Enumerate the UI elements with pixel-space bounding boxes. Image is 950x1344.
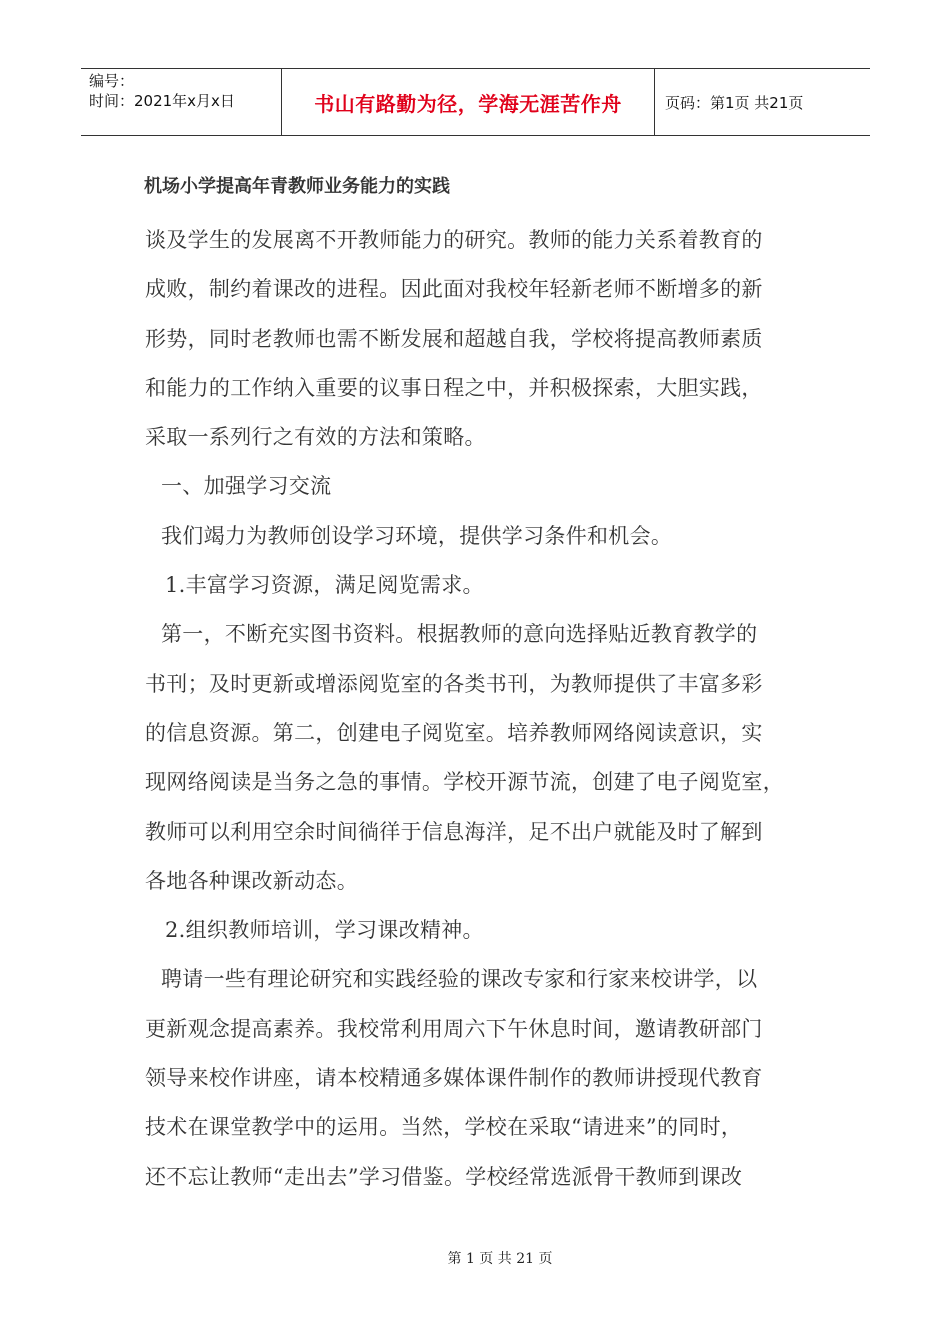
subsection-heading: 1.丰富学习资源，满足阅览需求。 [165, 573, 484, 598]
body-line: 的信息资源。第二，创建电子阅览室。培养教师网络阅读意识，实 [145, 720, 763, 745]
number-label: 编号： [89, 72, 135, 90]
header-motto-cell [282, 69, 655, 135]
time-label: 时间：2021年x月x日 [89, 92, 235, 110]
body-line: 还不忘让教师“走出去”学习借鉴。学校经常选派骨干教师到课改 [145, 1164, 743, 1189]
body-line: 教师可以利用空余时间徜徉于信息海洋，足不出户就能及时了解到 [145, 819, 763, 844]
body-line: 谈及学生的发展离不开教师能力的研究。教师的能力关系着教育的 [145, 228, 763, 252]
body-line: 形势，同时老教师也需不断发展和超越自我，学校将提高教师素质 [145, 326, 763, 351]
body-line: 采取一系列行之有效的方法和策略。 [145, 425, 486, 450]
body-line: 现网络阅读是当务之急的事情。学校开源节流，创建了电子阅览室， [145, 770, 784, 795]
header-table [81, 68, 870, 136]
body-line: 技术在课堂教学中的运用。当然，学校在采取“请进来”的同时， [145, 1115, 743, 1140]
body-line: 更新观念提高素养。我校常利用周六下午休息时间，邀请教研部门 [145, 1016, 763, 1041]
body-line: 聘请一些有理论研究和实践经验的课改专家和行家来校讲学，以 [161, 967, 758, 992]
body-line: 成败，制约着课改的进程。因此面对我校年轻新老师不断增多的新 [145, 277, 763, 302]
header-meta-cell [81, 69, 282, 135]
body-line: 领导来校作讲座，请本校精通多媒体课件制作的教师讲授现代教育 [145, 1066, 763, 1091]
page-footer: 第 1 页 共 21 页 [447, 1251, 553, 1267]
body-line: 我们竭力为教师创设学习环境，提供学习条件和机会。 [161, 523, 673, 548]
subsection-heading: 2.组织教师培训，学习课改精神。 [165, 918, 484, 943]
document-title: 机场小学提高年青教师业务能力的实践 [144, 176, 450, 197]
body-line: 书刊；及时更新或增添阅览室的各类书刊，为教师提供了丰富多彩 [145, 671, 763, 696]
page-info: 页码：第1页 共21页 [665, 93, 804, 112]
motto-text: 书山有路勤为径，学海无涯苦作舟 [314, 91, 622, 116]
body-line: 各地各种课改新动态。 [145, 868, 358, 893]
body-line: 第一，不断充实图书资料。根据教师的意向选择贴近教育教学的 [161, 622, 758, 647]
document-body [145, 216, 835, 1202]
body-line: 和能力的工作纳入重要的议事日程之中，并积极探索，大胆实践， [145, 375, 763, 400]
section-heading: 一、加强学习交流 [161, 474, 332, 499]
header-page-cell [655, 69, 870, 135]
